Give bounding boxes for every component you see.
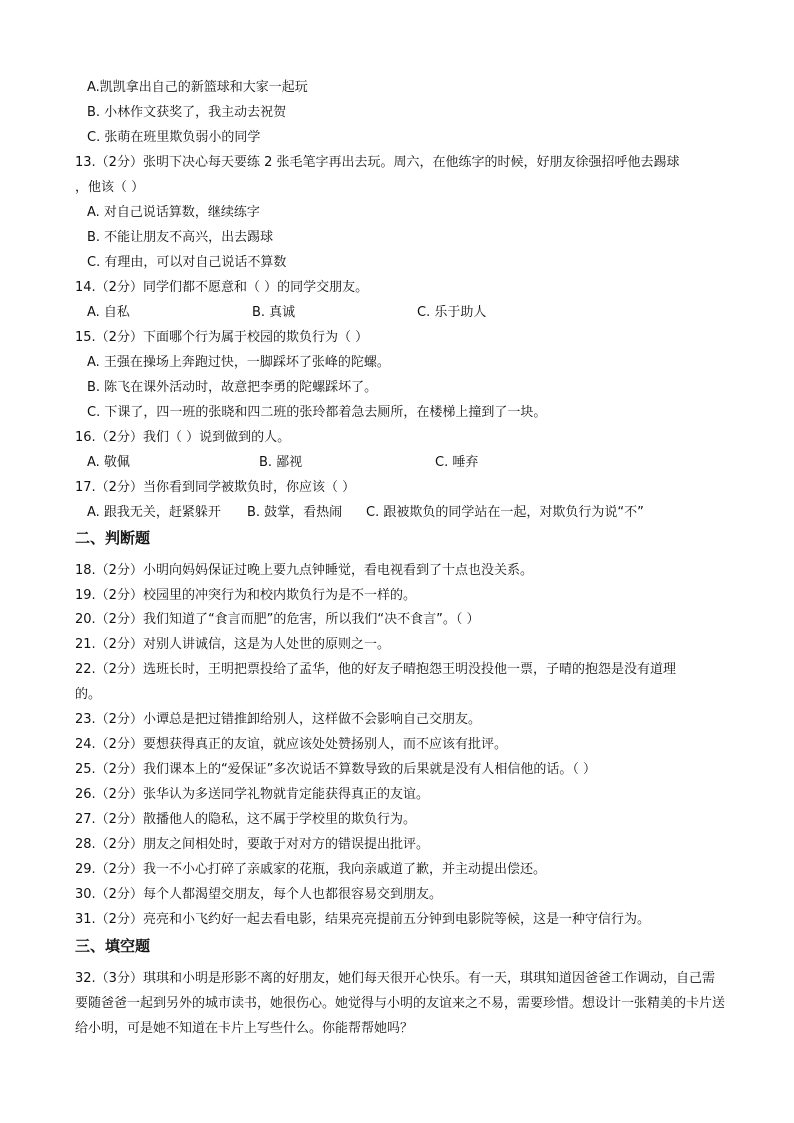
q13-option-c: C. 有理由，可以对自己说话不算数 xyxy=(87,255,287,270)
q15-option-b: B. 陈飞在课外活动时，故意把李勇的陀螺踩坏了。 xyxy=(87,380,378,395)
q17-option-c: C. 跟被欺负的同学站在一起，对欺负行为说“不” xyxy=(366,505,644,520)
q13-option-b: B. 不能让朋友不高兴，出去踢球 xyxy=(87,230,274,245)
q17-stem: 17.（2分）当你看到同学被欺负时，你应该（ ） xyxy=(75,480,356,495)
q12-option-b: B. 小林作文获奖了，我主动去祝贺 xyxy=(87,105,287,120)
judge-item: 30.（2分）每个人都渴望交朋友，每个人也都很容易交到朋友。 xyxy=(75,887,442,902)
q15-option-a: A. 王强在操场上奔跑过快，一脚踩坏了张峰的陀螺。 xyxy=(87,355,390,370)
q14-stem: 14.（2分）同学们都不愿意和（ ）的同学交朋友。 xyxy=(75,280,369,295)
judge-item: 22.（2分）选班长时，王明把票投给了孟华，他的好友子晴抱怨王明没投他一票，子晴的抱怨是没有道理 xyxy=(75,662,676,677)
q16-stem: 16.（2分）我们（ ）说到做到的人。 xyxy=(75,430,291,445)
judge-item: 21.（2分）对别人讲诚信，这是为人处世的原则之一。 xyxy=(75,637,390,652)
q15-option-c: C. 下课了，四一班的张晓和四二班的张玲都着急去厕所，在楼梯上撞到了一块。 xyxy=(87,405,547,420)
q17-option-b: B. 鼓掌，看热闹 xyxy=(247,505,343,520)
q17-option-a: A. 跟我无关，赶紧躲开 xyxy=(87,505,221,520)
q13-stem: 13.（2分）张明下决心每天要练 2 张毛笔字再出去玩。周六，在他练字的时候，好朋友徐强招呼他去踢球 xyxy=(75,155,680,170)
q14-option-b: B. 真诚 xyxy=(252,305,296,320)
q13-option-a: A. 对自己说话算数，继续练字 xyxy=(87,205,260,220)
judge-item: 20.（2分）我们知道了“食言而肥”的危害，所以我们“决不食言”。（ ） xyxy=(75,612,480,627)
q14-option-c: C. 乐于助人 xyxy=(417,305,487,320)
judge-item-cont: 的。 xyxy=(75,687,102,702)
judge-item: 23.（2分）小谭总是把过错推卸给别人，这样做不会影响自己交朋友。 xyxy=(75,712,481,727)
q14-option-a: A. 自私 xyxy=(87,305,130,320)
q13-stem-cont: ，他该（ ） xyxy=(75,180,145,195)
judge-item: 25.（2分）我们课本上的“爱保证”多次说话不算数导致的后果就是没有人相信他的话。（ ） xyxy=(75,762,597,777)
judge-item: 24.（2分）要想获得真正的友谊，就应该处处赞扬别人，而不应该有批评。 xyxy=(75,737,507,752)
q16-option-a: A. 敬佩 xyxy=(87,455,130,470)
judge-item: 29.（2分）我一不小心打碎了亲戚家的花瓶，我向亲戚道了歉，并主动提出偿还。 xyxy=(75,862,546,877)
q16-option-c: C. 唾弃 xyxy=(435,455,479,470)
judge-item: 28.（2分）朋友之间相处时，要敢于对对方的错误提出批评。 xyxy=(75,837,429,852)
judge-item: 26.（2分）张华认为多送同学礼物就肯定能获得真正的友谊。 xyxy=(75,787,429,802)
section-title-fill-in: 三、填空题 xyxy=(75,937,151,955)
q32-text: 32.（3分）琪琪和小明是形影不离的好朋友，她们每天很开心快乐。有一天，琪琪知道因爸爸工作调动，自己需要随爸爸一起到另外的城市读书，她很伤心。她觉得与小明的友谊来之不易，需要珍惜。想设计一张精美的卡片送给小明，可是她不知道在卡片上写些什么。你能帮帮她吗？ xyxy=(75,971,726,1036)
judge-item: 31.（2分）亮亮和小飞约好一起去看电影，结果亮亮提前五分钟到电影院等候，这是一种守信行为。 xyxy=(75,912,650,927)
q15-stem: 15.（2分）下面哪个行为属于校园的欺负行为（ ） xyxy=(75,330,369,345)
q12-option-a: A.凯凯拿出自己的新篮球和大家一起玩 xyxy=(87,80,308,95)
judge-item: 18.（2分）小明向妈妈保证过晚上要九点钟睡觉，看电视看到了十点也没关系。 xyxy=(75,563,533,578)
judge-item: 27.（2分）散播他人的隐私，这不属于学校里的欺负行为。 xyxy=(75,812,416,827)
section-title-judgement: 二、判断题 xyxy=(75,529,151,547)
q12-option-c: C. 张萌在班里欺负弱小的同学 xyxy=(87,130,261,145)
judge-item: 19.（2分）校园里的冲突行为和校内欺负行为是不一样的。 xyxy=(75,588,416,603)
q16-option-b: B. 鄙视 xyxy=(259,455,303,470)
